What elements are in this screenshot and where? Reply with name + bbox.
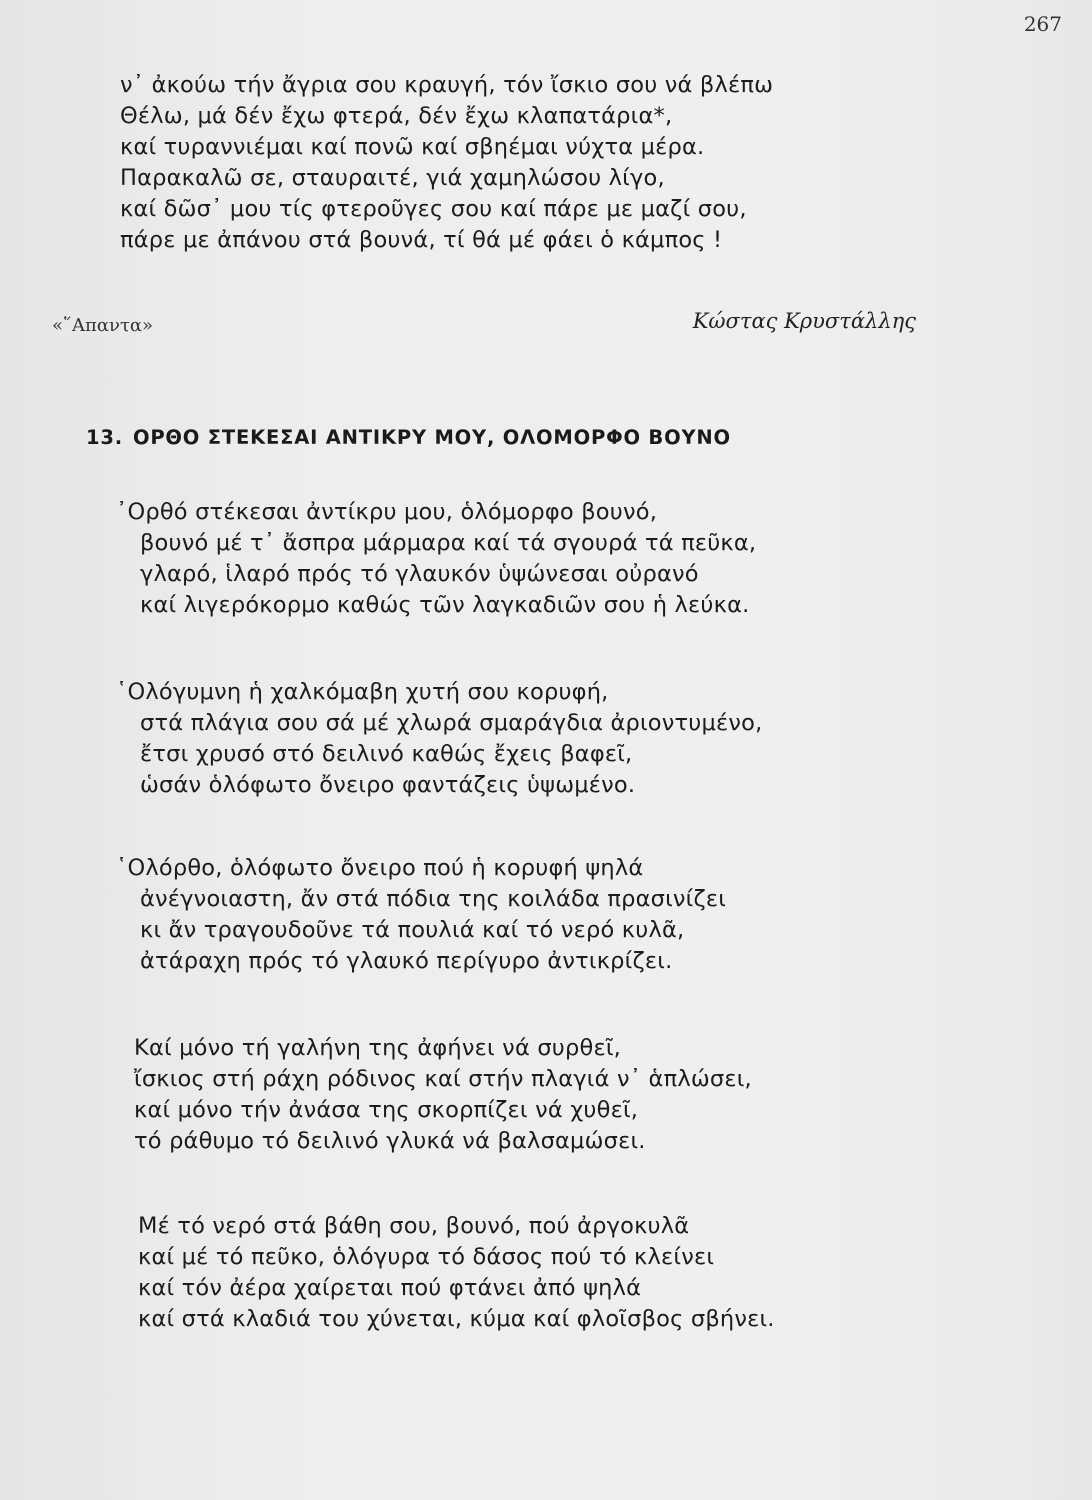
poem-line: καί δῶσ᾽ μου τίς φτεροῦγες σου καί πάρε με μαζί σου, [120,196,747,222]
poem-line: ἔτσι χρυσό στό δειλινό καθώς ἔχεις βαφεῖ, [140,741,633,767]
poem-line: ἀτάραχη πρός τό γλαυκό περίγυρο ἀντικρίζει. [140,948,673,974]
stanza-4 [134,1033,752,1157]
poem-line: Καί μόνο τή γαλήνη της ἀφήνει νά συρθεῖ, [134,1035,621,1061]
author-name: Κώστας Κρυστάλλης [692,309,916,333]
stanza-1 [116,497,756,621]
poem-number: 13. [86,426,123,449]
poem-line: ν᾽ ἀκούω τήν ἄγρια σου κραυγή, τόν ἴσκιο σου νά βλέπω [120,72,774,98]
stanza-5 [138,1211,775,1335]
poem-line: πάρε με ἀπάνου στά βουνά, τί θά μέ φάει ὁ κάμπος ! [120,227,723,253]
poem-line: καί τόν ἀέρα χαίρεται πού φτάνει ἀπό ψηλά [138,1275,642,1301]
stanza-3 [116,853,726,977]
previous-poem-stanza [120,70,773,256]
poem-line: ἀνέγνοιαστη, ἄν στά πόδια της κοιλάδα πρασινίζει [140,886,727,912]
poem-line: ᾿Ορθό στέκεσαι ἀντίκρυ μου, ὁλόμορφο βουνό, [116,499,658,525]
poem-line: ἴσκιος στή ράχη ρόδινος καί στήν πλαγιά ν᾽ ἁπλώσει, [134,1066,752,1092]
poem-line: γλαρό, ἱλαρό πρός τό γλαυκόν ὑψώνεσαι οὐρανό [140,561,699,587]
poem-line: βουνό μέ τ᾽ ἄσπρα μάρμαρα καί τά σγουρά τά πεῦκα, [140,530,757,556]
source-citation: «῞Απαντα» [52,315,154,336]
poem-line: Θέλω, μά δέν ἔχω φτερά, δέν ἔχω κλαπατάρια*, [120,103,673,129]
poem-heading [86,426,731,449]
poem-title: ΟΡΘΟ ΣΤΕΚΕΣΑΙ ΑΝΤΙΚΡΥ ΜΟΥ, ΟΛΟΜΟΡΦΟ ΒΟΥΝΟ [132,426,731,449]
poem-line: Μέ τό νερό στά βάθη σου, βουνό, πού ἀργοκυλᾶ [138,1213,690,1239]
poem-line: κι ἄν τραγουδοῦνε τά πουλιά καί τό νερό κυλᾶ, [140,917,685,943]
poem-line: τό ράθυμο τό δειλινό γλυκά νά βαλσαμώσει. [134,1128,646,1154]
poem-line: καί στά κλαδιά του χύνεται, κύμα καί φλοῖσβος σβήνει. [138,1306,775,1332]
poem-line: καί τυραννιέμαι καί πονῶ καί σβηέμαι νύχτα μέρα. [120,134,705,160]
poem-line: ὡσάν ὁλόφωτο ὄνειρο φαντάζεις ὑψωμένο. [140,772,636,798]
poem-line: καί μέ τό πεῦκο, ὁλόγυρα τό δάσος πού τό κλείνει [138,1244,715,1270]
page-number: 267 [1023,12,1062,36]
poem-line: καί μόνο τήν ἀνάσα της σκορπίζει νά χυθεῖ, [134,1097,639,1123]
stanza-2 [116,677,762,801]
poem-line: ῾Ολόρθο, ὁλόφωτο ὄνειρο πού ἡ κορυφή ψηλά [116,855,644,881]
poem-line: ῾Ολόγυμνη ἡ χαλκόμαβη χυτή σου κορυφή, [116,679,609,705]
poem-line: στά πλάγια σου σά μέ χλωρά σμαράγδια ἀριοντυμένο, [140,710,763,736]
poem-line: Παρακαλῶ σε, σταυραιτέ, γιά χαμηλώσου λίγο, [120,165,665,191]
poem-line: καί λιγερόκορμο καθώς τῶν λαγκαδιῶν σου ἡ λεύκα. [140,592,750,618]
